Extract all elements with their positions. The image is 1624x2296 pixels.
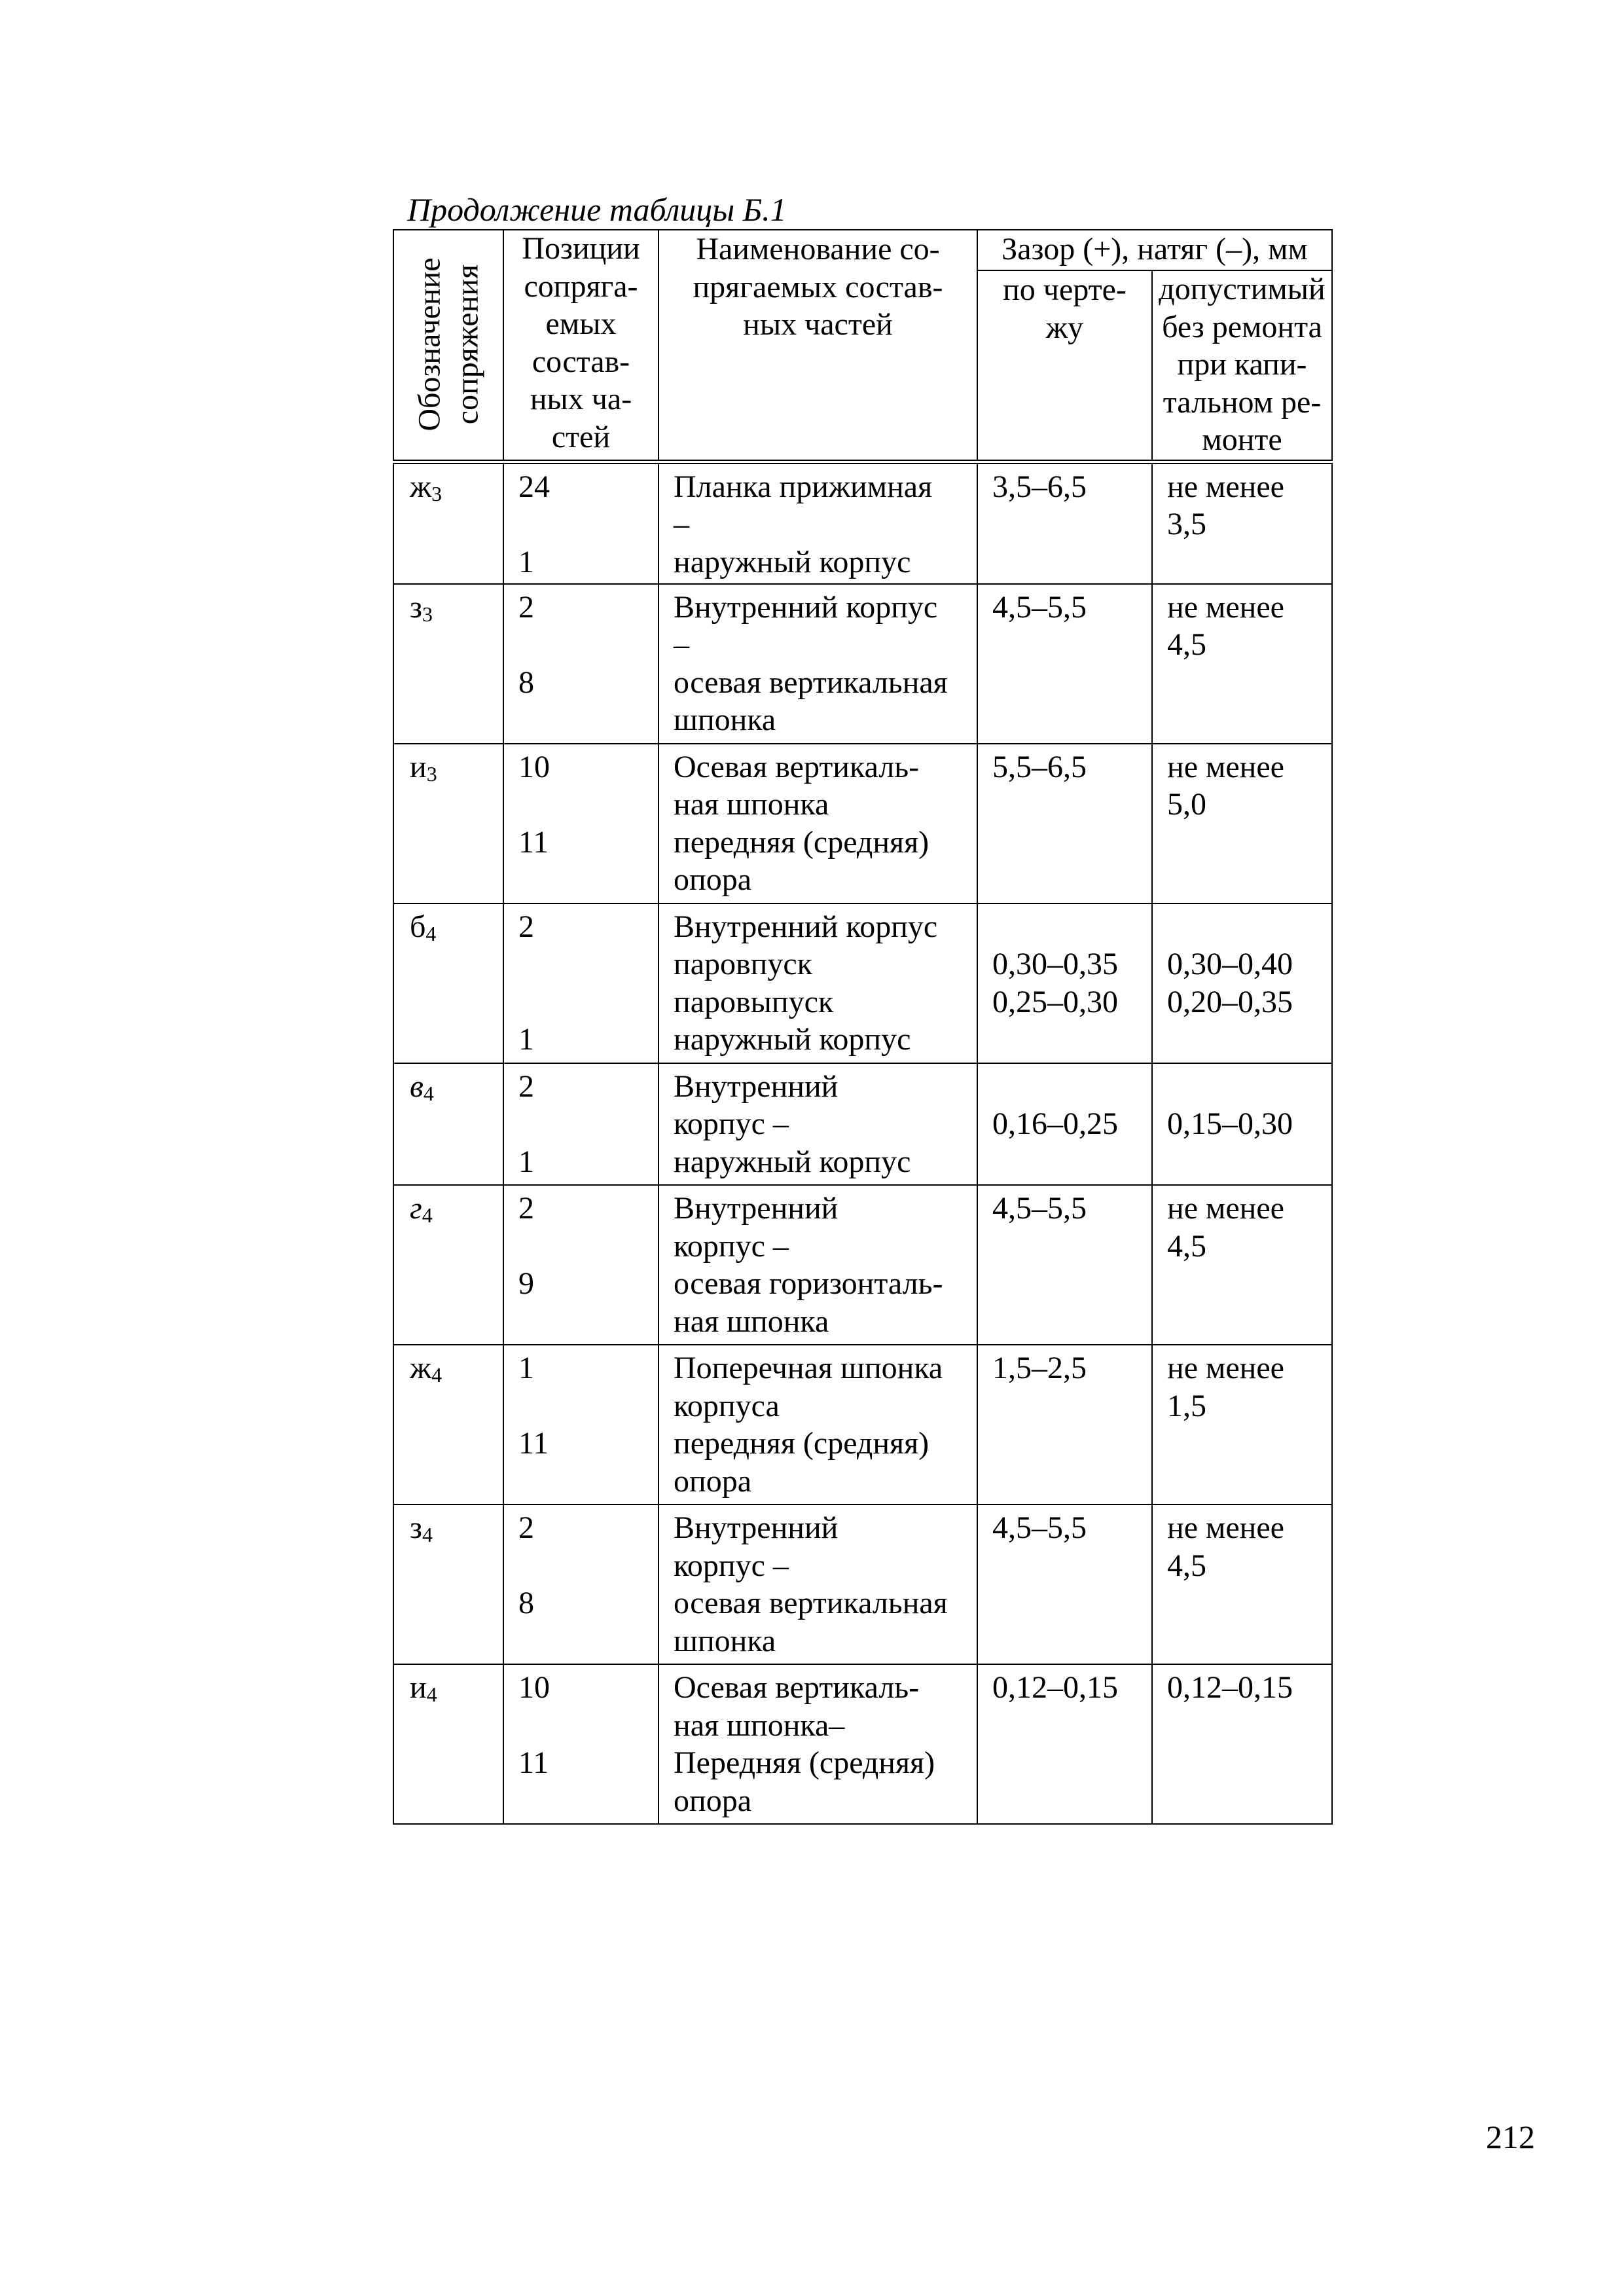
by-drawing-line	[992, 1463, 1141, 1501]
by-drawing-line: 0,30–0,35	[992, 947, 1118, 981]
header-allowed-line: тальном ре-	[1163, 384, 1322, 420]
allowed-line	[1167, 1463, 1321, 1501]
by-drawing-line	[992, 1744, 1141, 1782]
by-drawing-line	[992, 1584, 1141, 1622]
header-allowed-line: без ремонта	[1162, 309, 1322, 344]
allowed-line	[1167, 1303, 1321, 1341]
header-positions-line: сопряга-	[524, 268, 638, 304]
by-drawing-line: 4,5–5,5	[992, 1191, 1087, 1226]
position-line	[518, 1387, 658, 1425]
position-cell	[503, 1345, 659, 1504]
by-drawing-cell	[977, 1345, 1152, 1504]
position-line	[518, 626, 658, 664]
position-line	[518, 786, 658, 824]
allowed-line	[1167, 1707, 1321, 1745]
name-line: Передняя (средняя)	[674, 1745, 935, 1780]
by-drawing-line	[992, 1622, 1141, 1660]
allowed-line: 0,12–0,15	[1167, 1670, 1293, 1705]
position-line: 24	[518, 469, 550, 504]
position-cell	[503, 1504, 659, 1664]
header-name-line: Наименование со-	[696, 232, 940, 266]
by-drawing-line	[992, 1228, 1141, 1266]
name-line: ная шпонка–	[674, 1707, 845, 1743]
name-line: шпонка	[674, 1623, 776, 1658]
table-row	[393, 584, 1332, 744]
name-line: наружный корпус	[674, 1022, 911, 1057]
by-drawing-line	[992, 505, 1141, 543]
position-line: 1	[518, 544, 534, 579]
allowed-cell	[1152, 903, 1332, 1063]
designation-letter: и	[410, 749, 427, 784]
designation-cell	[393, 1504, 503, 1664]
allowed-line: не менее	[1167, 749, 1284, 784]
header-positions-line: емых	[545, 306, 617, 341]
name-line: Внутренний	[674, 1191, 839, 1226]
name-line: корпуса	[674, 1388, 780, 1423]
name-line: Поперечная шпонка	[674, 1351, 943, 1385]
by-drawing-line: 1,5–2,5	[992, 1351, 1087, 1385]
name-line: шпонка	[674, 702, 776, 737]
position-cell	[503, 462, 659, 584]
header-name-line: ных частей	[743, 307, 893, 342]
allowed-line: не менее	[1167, 1191, 1284, 1226]
name-line: опора	[674, 1783, 751, 1818]
by-drawing-cell	[977, 462, 1152, 584]
position-line: 11	[518, 1745, 549, 1780]
header-clearance-group: Зазор (+), натяг (–), мм	[977, 230, 1332, 270]
allowed-line	[1167, 861, 1321, 899]
position-cell	[503, 1664, 659, 1824]
allowed-line: 0,30–0,40	[1167, 947, 1293, 981]
designation-letter: з	[410, 589, 422, 625]
position-line: 2	[518, 909, 534, 944]
header-name	[659, 230, 977, 462]
header-row-top	[393, 230, 1332, 270]
name-line: Планка прижимная	[674, 469, 933, 504]
name-cell	[659, 1664, 977, 1824]
position-line: 10	[518, 749, 550, 784]
by-drawing-line: 4,5–5,5	[992, 589, 1087, 625]
designation-index: 3	[422, 602, 433, 626]
position-line	[518, 1707, 658, 1745]
name-line: паровпуск	[674, 947, 812, 981]
position-line	[518, 983, 658, 1021]
allowed-line	[1167, 1425, 1321, 1463]
position-line: 2	[518, 1191, 534, 1226]
designation-index: 4	[425, 921, 437, 945]
header-by-drawing-line: жу	[1045, 310, 1084, 345]
by-drawing-cell	[977, 903, 1152, 1063]
allowed-line: не менее	[1167, 1351, 1284, 1385]
allowed-line	[1167, 1782, 1321, 1820]
header-by-drawing-line: по черте-	[1003, 272, 1127, 307]
position-cell	[503, 584, 659, 744]
by-drawing-line	[992, 1068, 1141, 1106]
position-line	[518, 1303, 658, 1341]
position-line	[518, 1782, 658, 1820]
allowed-line	[1167, 1744, 1321, 1782]
header-positions-line: состав-	[532, 344, 630, 379]
name-line: корпус –	[674, 1228, 789, 1264]
allowed-line	[1167, 701, 1321, 739]
by-drawing-line	[992, 1265, 1141, 1303]
allowed-line: 0,15–0,30	[1167, 1106, 1293, 1141]
header-positions-line: ных ча-	[530, 382, 632, 416]
by-drawing-line	[992, 1021, 1141, 1059]
position-line: 2	[518, 1510, 534, 1545]
designation-letter: г	[410, 1191, 422, 1226]
by-drawing-line	[992, 664, 1141, 702]
name-line: корпус –	[674, 1106, 789, 1141]
designation-index: 4	[426, 1683, 437, 1706]
name-line: осевая горизонталь-	[674, 1266, 943, 1301]
table-row	[393, 1664, 1332, 1824]
header-designation-line: сопряжения	[450, 264, 484, 425]
allowed-line	[1167, 1021, 1321, 1059]
allowed-line	[1167, 1584, 1321, 1622]
header-allowed	[1152, 270, 1332, 462]
by-drawing-line	[992, 626, 1141, 664]
position-cell	[503, 903, 659, 1063]
position-line: 8	[518, 1586, 534, 1620]
header-allowed-line: монте	[1202, 422, 1282, 457]
name-line: Внутренний	[674, 1068, 839, 1104]
allowed-cell	[1152, 1504, 1332, 1664]
allowed-line	[1167, 543, 1321, 581]
page-number: 212	[1486, 2119, 1535, 2155]
name-cell	[659, 584, 977, 744]
name-line: наружный корпус	[674, 544, 911, 579]
by-drawing-line: 4,5–5,5	[992, 1510, 1087, 1545]
by-drawing-line	[992, 1707, 1141, 1745]
allowed-line: не менее	[1167, 1510, 1284, 1545]
header-positions-line: Позиции	[522, 231, 640, 266]
allowed-cell	[1152, 1664, 1332, 1824]
allowed-line	[1167, 908, 1321, 946]
allowed-cell	[1152, 1063, 1332, 1186]
name-cell	[659, 1504, 977, 1664]
header-allowed-line: допустимый	[1159, 272, 1326, 306]
designation-index: 4	[423, 1081, 434, 1105]
name-cell	[659, 1345, 977, 1504]
by-drawing-line: 0,12–0,15	[992, 1670, 1118, 1705]
designation-letter: и	[410, 1670, 427, 1705]
position-line	[518, 505, 658, 543]
name-line: Внутренний	[674, 1510, 839, 1545]
allowed-line: не менее	[1167, 469, 1284, 504]
allowed-line	[1167, 1143, 1321, 1181]
allowed-line: 4,5	[1167, 1548, 1206, 1583]
position-line	[518, 1547, 658, 1585]
table-row	[393, 1185, 1332, 1345]
allowed-cell	[1152, 1345, 1332, 1504]
position-line: 10	[518, 1670, 550, 1705]
name-line: осевая вертикальная	[674, 1586, 948, 1620]
designation-letter: ж	[410, 469, 432, 504]
position-line: 11	[518, 824, 549, 860]
name-line: передняя (средняя)	[674, 824, 929, 860]
name-line: опора	[674, 1463, 751, 1499]
position-line	[518, 701, 658, 739]
position-line: 2	[518, 589, 534, 625]
by-drawing-cell	[977, 584, 1152, 744]
name-line: передняя (средняя)	[674, 1426, 929, 1461]
by-drawing-line	[992, 1303, 1141, 1341]
designation-letter: ж	[410, 1351, 432, 1385]
allowed-line: не менее	[1167, 589, 1284, 625]
by-drawing-cell	[977, 1185, 1152, 1345]
table-body	[393, 462, 1332, 1824]
by-drawing-line: 5,5–6,5	[992, 749, 1087, 784]
header-allowed-line: при капи-	[1177, 347, 1307, 382]
name-cell	[659, 744, 977, 903]
position-line: 1	[518, 1144, 534, 1179]
name-cell	[659, 903, 977, 1063]
name-line: паровыпуск	[674, 984, 834, 1019]
name-line: корпус –	[674, 1548, 789, 1583]
name-line: –	[674, 627, 689, 662]
name-line: осевая вертикальная	[674, 665, 948, 700]
header-name-line: прягаемых состав-	[693, 269, 943, 304]
position-line: 9	[518, 1266, 534, 1301]
designation-cell	[393, 903, 503, 1063]
table-row	[393, 1504, 1332, 1664]
position-line: 2	[518, 1068, 534, 1104]
by-drawing-line	[992, 824, 1141, 862]
allowed-line	[1167, 824, 1321, 862]
by-drawing-cell	[977, 1664, 1152, 1824]
by-drawing-line: 0,16–0,25	[992, 1106, 1118, 1141]
position-line: 11	[518, 1426, 549, 1461]
table-row	[393, 903, 1332, 1063]
by-drawing-line	[992, 1425, 1141, 1463]
allowed-line: 1,5	[1167, 1388, 1206, 1423]
designation-cell	[393, 462, 503, 584]
designation-cell	[393, 1664, 503, 1824]
designation-index: 4	[431, 1363, 442, 1387]
allowed-line: 4,5	[1167, 627, 1206, 662]
name-line: Внутренний корпус	[674, 909, 938, 944]
position-line: 8	[518, 665, 534, 700]
position-cell	[503, 1185, 659, 1345]
position-line	[518, 861, 658, 899]
table-row	[393, 462, 1332, 584]
table-row	[393, 744, 1332, 903]
allowed-line: 0,20–0,35	[1167, 984, 1293, 1019]
header-by-drawing	[977, 270, 1152, 462]
position-cell	[503, 1063, 659, 1186]
header-positions	[503, 230, 659, 462]
name-cell	[659, 462, 977, 584]
position-cell	[503, 744, 659, 903]
by-drawing-line	[992, 1547, 1141, 1585]
allowed-cell	[1152, 1185, 1332, 1345]
allowed-line	[1167, 1622, 1321, 1660]
by-drawing-line	[992, 861, 1141, 899]
position-line	[518, 1622, 658, 1660]
designation-cell	[393, 1063, 503, 1186]
clearance-table	[393, 229, 1333, 1825]
header-positions-line: стей	[551, 419, 611, 454]
position-line: 1	[518, 1022, 534, 1057]
name-line: ная шпонка	[674, 787, 829, 822]
by-drawing-line: 0,25–0,30	[992, 984, 1118, 1019]
by-drawing-cell	[977, 1504, 1152, 1664]
allowed-cell	[1152, 462, 1332, 584]
designation-letter: в	[410, 1068, 424, 1104]
allowed-line	[1167, 664, 1321, 702]
name-line: опора	[674, 862, 751, 897]
designation-cell	[393, 1345, 503, 1504]
position-line: 1	[518, 1351, 534, 1385]
designation-cell	[393, 584, 503, 744]
designation-index: 4	[422, 1523, 433, 1546]
name-line: Внутренний корпус	[674, 589, 938, 625]
allowed-line	[1167, 1068, 1321, 1106]
position-line	[518, 945, 658, 983]
designation-index: 4	[422, 1203, 433, 1227]
header-designation	[393, 230, 503, 462]
by-drawing-line	[992, 543, 1141, 581]
by-drawing-line	[992, 701, 1141, 739]
designation-index: 3	[431, 481, 442, 505]
table-row	[393, 1345, 1332, 1504]
name-line: наружный корпус	[674, 1144, 911, 1179]
designation-index: 3	[426, 761, 437, 786]
position-line	[518, 1105, 658, 1143]
by-drawing-line	[992, 1782, 1141, 1820]
allowed-line: 3,5	[1167, 507, 1206, 541]
table-caption: Продолжение таблицы Б.1	[407, 191, 787, 228]
name-line: Осевая вертикаль-	[674, 749, 920, 784]
allowed-line	[1167, 1265, 1321, 1303]
name-line: Осевая вертикаль-	[674, 1670, 920, 1705]
by-drawing-cell	[977, 744, 1152, 903]
by-drawing-line: 3,5–6,5	[992, 469, 1087, 504]
designation-cell	[393, 744, 503, 903]
allowed-cell	[1152, 584, 1332, 744]
name-line: ная шпонка	[674, 1303, 829, 1339]
by-drawing-line	[992, 1387, 1141, 1425]
allowed-line: 4,5	[1167, 1228, 1206, 1264]
allowed-cell	[1152, 744, 1332, 903]
designation-letter: б	[410, 909, 426, 944]
designation-letter: з	[410, 1510, 422, 1545]
by-drawing-cell	[977, 1063, 1152, 1186]
name-cell	[659, 1063, 977, 1186]
allowed-line: 5,0	[1167, 787, 1206, 822]
header-designation-line: Обозначение	[412, 257, 447, 431]
designation-cell	[393, 1185, 503, 1345]
by-drawing-line	[992, 908, 1141, 946]
by-drawing-line	[992, 786, 1141, 824]
position-line	[518, 1463, 658, 1501]
name-cell	[659, 1185, 977, 1345]
table-row	[393, 1063, 1332, 1186]
position-line	[518, 1228, 658, 1266]
by-drawing-line	[992, 1143, 1141, 1181]
name-line: –	[674, 507, 689, 541]
